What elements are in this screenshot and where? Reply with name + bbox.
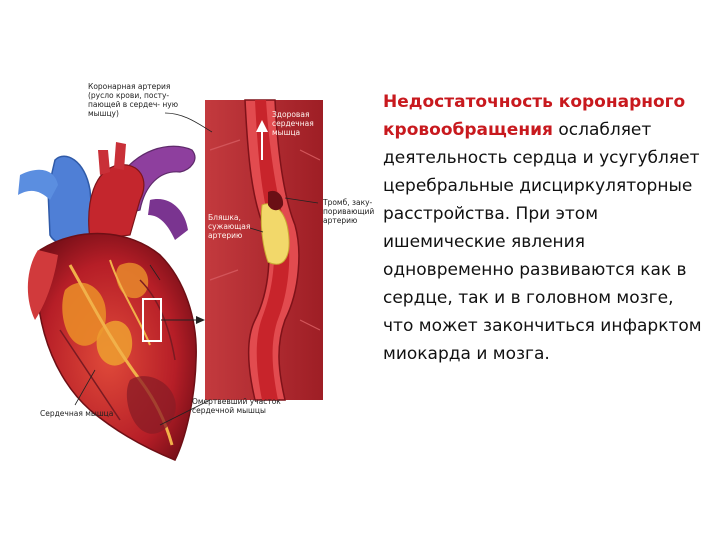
description-text xyxy=(383,88,703,368)
artery-detail-panel xyxy=(205,100,323,400)
label-thrombus: Тромб, заку- поривающий артерию xyxy=(323,198,375,225)
label-dead-area: Омертвевший участок сердечной мышцы xyxy=(192,397,281,415)
heart-body xyxy=(28,234,196,460)
description-body: ослабляет деятельность сердца и усугубляет церебральные дисциркуляторные расстройства. При этом ишемические явления одновременно развиваются как в сердце, так и в головном мозге, что может закончиться инфарктом миокарда и мозга. xyxy=(383,120,702,364)
label-plaque: Бляшка, сужающая артерию xyxy=(208,213,251,240)
highlight-term: Недостаточность коронарного кровообращения xyxy=(383,92,686,140)
vena-cava xyxy=(18,156,95,247)
label-heart-muscle: Сердечная мышца xyxy=(40,409,114,418)
aorta xyxy=(89,142,144,240)
label-coronary-artery: Коронарная артерия (русло крови, посту- пающей в сердеч- ную мышцу) xyxy=(88,82,179,118)
label-healthy-muscle: Здоровая сердечная мышца xyxy=(272,110,314,137)
